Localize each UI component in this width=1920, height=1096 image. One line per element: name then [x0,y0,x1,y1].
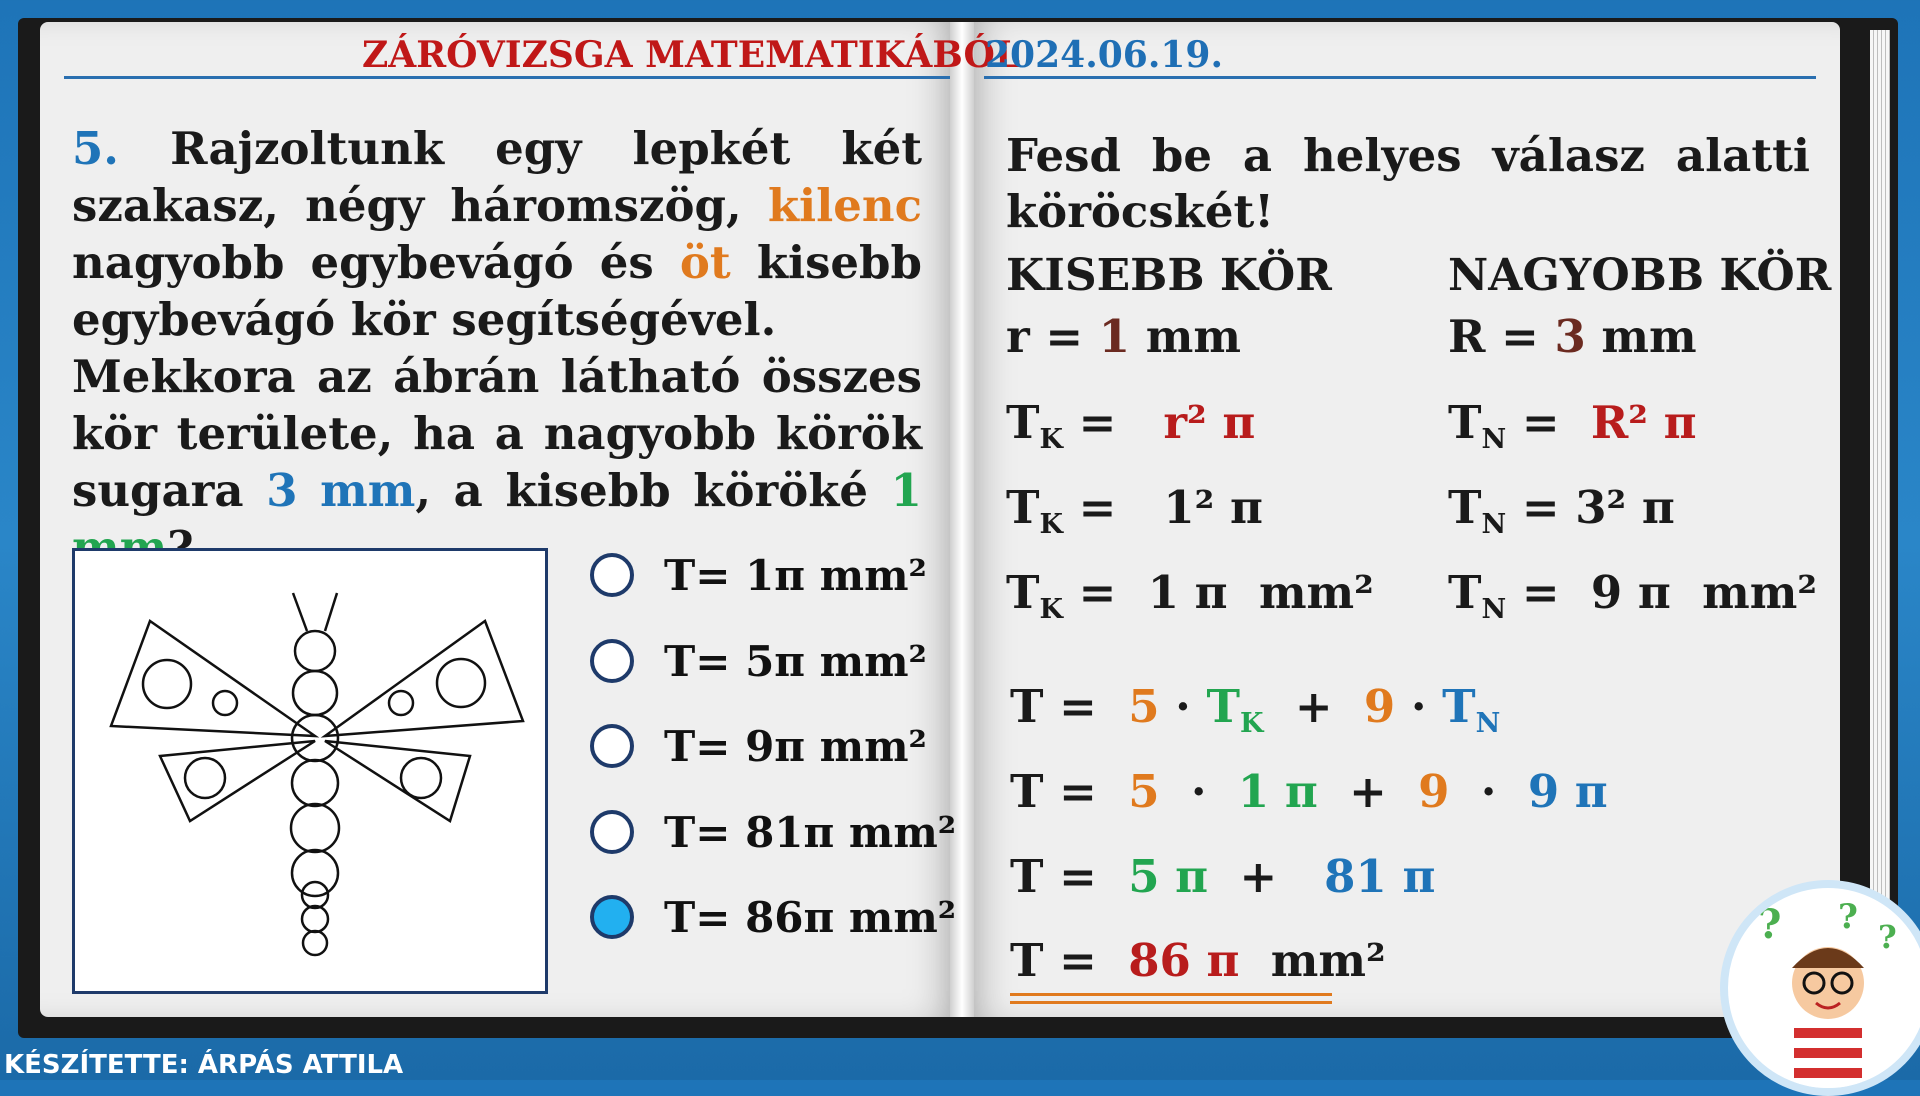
mascot-icon [1728,888,1920,1088]
formula-part: K [1240,708,1264,739]
formula-part: + [1208,850,1325,903]
formula-part: · [1395,680,1443,733]
radio-button[interactable] [590,724,634,768]
formula-part: T [1448,481,1482,534]
formula-part: mm² [1227,566,1374,619]
svg-text:?: ? [1758,901,1782,948]
result-underline [1010,1001,1332,1004]
formula-part: K [1039,509,1063,540]
svg-text:?: ? [1838,897,1858,937]
formula-part: T [1006,481,1040,534]
formula-part: 3² π [1575,481,1675,534]
formula-part: T [1006,566,1040,619]
radio-button[interactable] [590,639,634,683]
radio-button-selected[interactable] [590,895,634,939]
formula-part: T [1006,396,1040,449]
formula-part: · [1159,680,1207,733]
formula-part: K [1039,594,1063,625]
problem-question: Mekkora az ábrán látható összes kör területe, ha a nagyobb körök sugara [72,350,922,517]
formula-part: R² π [1590,396,1697,449]
formula-part: N [1481,509,1507,540]
formula-part [1442,680,1501,739]
formula-part: mm² [1670,566,1818,619]
formula-part: 5 [1128,680,1160,733]
formula-part: 9 π [1527,765,1608,818]
result-underline [1010,993,1332,996]
problem-text-part: kisebb egybevágó kör segítségével. [72,236,922,346]
book-spine [950,22,974,1017]
answer-label: T= 81π mm² [664,807,957,857]
formula-part: + [1317,765,1419,818]
highlight-kilenc: kilenc [767,179,922,232]
formula-part: T = [1010,765,1129,818]
header-date: 2024.06.19. [985,34,1223,76]
problem-text-part: Rajzoltunk egy lepkét két szakasz, négy háromszög, [72,122,922,232]
answer-label: T= 86π mm² [664,892,957,942]
formula-part: mm [1130,310,1241,363]
formula-part: + [1263,680,1364,733]
answer-option-2[interactable] [590,631,927,691]
answer-option-1[interactable] [590,545,927,605]
formula-part: 86 π [1128,934,1240,987]
formula-part: = [1062,566,1148,619]
formula-part: r² π [1163,396,1256,449]
radio-button[interactable] [590,810,634,854]
instruction-text: Fesd be a helyes válasz alatti köröcskét! [1006,129,1810,238]
formula-part: R = [1448,310,1555,363]
radio-button[interactable] [590,553,634,597]
big-area-formula-1 [1448,396,1697,455]
formula-part: = [1506,566,1591,619]
formula-part: 9 [1418,765,1450,818]
page-edges [1870,30,1890,1000]
problem-text [72,120,922,576]
formula-part: 1² π [1163,481,1263,534]
author-credit: KÉSZÍTETTE: ÁRPÁS ATTILA [4,1050,404,1080]
formula-part: 5 [1128,765,1160,818]
formula-part: T [1442,680,1476,733]
formula-part: T = [1010,850,1129,903]
formula-part: T [1206,680,1241,733]
formula-part: 1 π [1147,566,1228,619]
formula-part [1206,680,1264,739]
answer-option-3[interactable] [590,716,927,776]
formula-part: N [1475,708,1501,739]
small-area-formula-1 [1006,396,1255,455]
problem-number: 5. [72,122,119,175]
formula-part: T = [1010,680,1129,733]
small-circle-heading: KISEBB KÖR [1006,250,1332,301]
formula-part: = [1506,481,1576,534]
formula-part: mm [1585,310,1697,363]
problem-question: , a kisebb köröké [415,464,891,517]
formula-part: = [1062,396,1164,449]
formula-part: 1 [1098,310,1131,363]
formula-part: = [1506,396,1591,449]
formula-part: · [1449,765,1528,818]
formula-part: N [1481,424,1507,455]
big-circle-heading: NAGYOBB KÖR [1448,250,1832,301]
formula-part: 9 π [1590,566,1671,619]
formula-part: mm² [1239,934,1386,987]
formula-part: 5 π [1128,850,1209,903]
formula-part: = [1062,481,1164,534]
formula-part: T [1448,396,1482,449]
formula-part: 81 π [1324,850,1436,903]
big-radius: 3 mm [266,464,416,517]
formula-part: K [1039,424,1063,455]
total-formula-3 [1010,850,1435,903]
big-area-formula-2 [1448,481,1675,540]
formula-part: 1 π [1237,765,1318,818]
formula-part: 3 [1554,310,1586,363]
answer-label: T= 1π mm² [664,550,927,600]
highlight-ot: öt [679,236,731,289]
answer-label: T= 5π mm² [664,636,927,686]
total-formula-1 [1010,680,1500,739]
formula-part: 9 [1363,680,1396,733]
small-area-result [1006,566,1374,625]
small-radius: 1 [890,464,922,517]
answer-option-4[interactable] [590,802,956,862]
small-area-formula-2 [1006,481,1263,540]
svg-text:?: ? [1878,918,1897,956]
header-rule-right [984,76,1816,79]
butterfly-drawing [75,551,545,991]
small-radius-line [1006,310,1241,363]
formula-part: T [1448,566,1482,619]
header-rule-left [64,76,950,79]
big-radius-line [1448,310,1697,363]
total-result [1010,934,1386,987]
formula-part: · [1159,765,1238,818]
mascot-avatar [1720,880,1920,1096]
answer-label: T= 9π mm² [664,721,927,771]
big-area-result [1448,566,1817,625]
butterfly-figure [72,548,548,994]
answer-option-5[interactable] [590,887,956,947]
formula-part: T = [1010,934,1129,987]
formula-part: N [1481,594,1507,625]
header-title: ZÁRÓVIZSGA MATEMATIKÁBÓL [362,34,1021,76]
formula-part: r = [1006,310,1099,363]
problem-text-part: nagyobb egybevágó és [72,236,680,289]
total-formula-2 [1010,765,1608,818]
